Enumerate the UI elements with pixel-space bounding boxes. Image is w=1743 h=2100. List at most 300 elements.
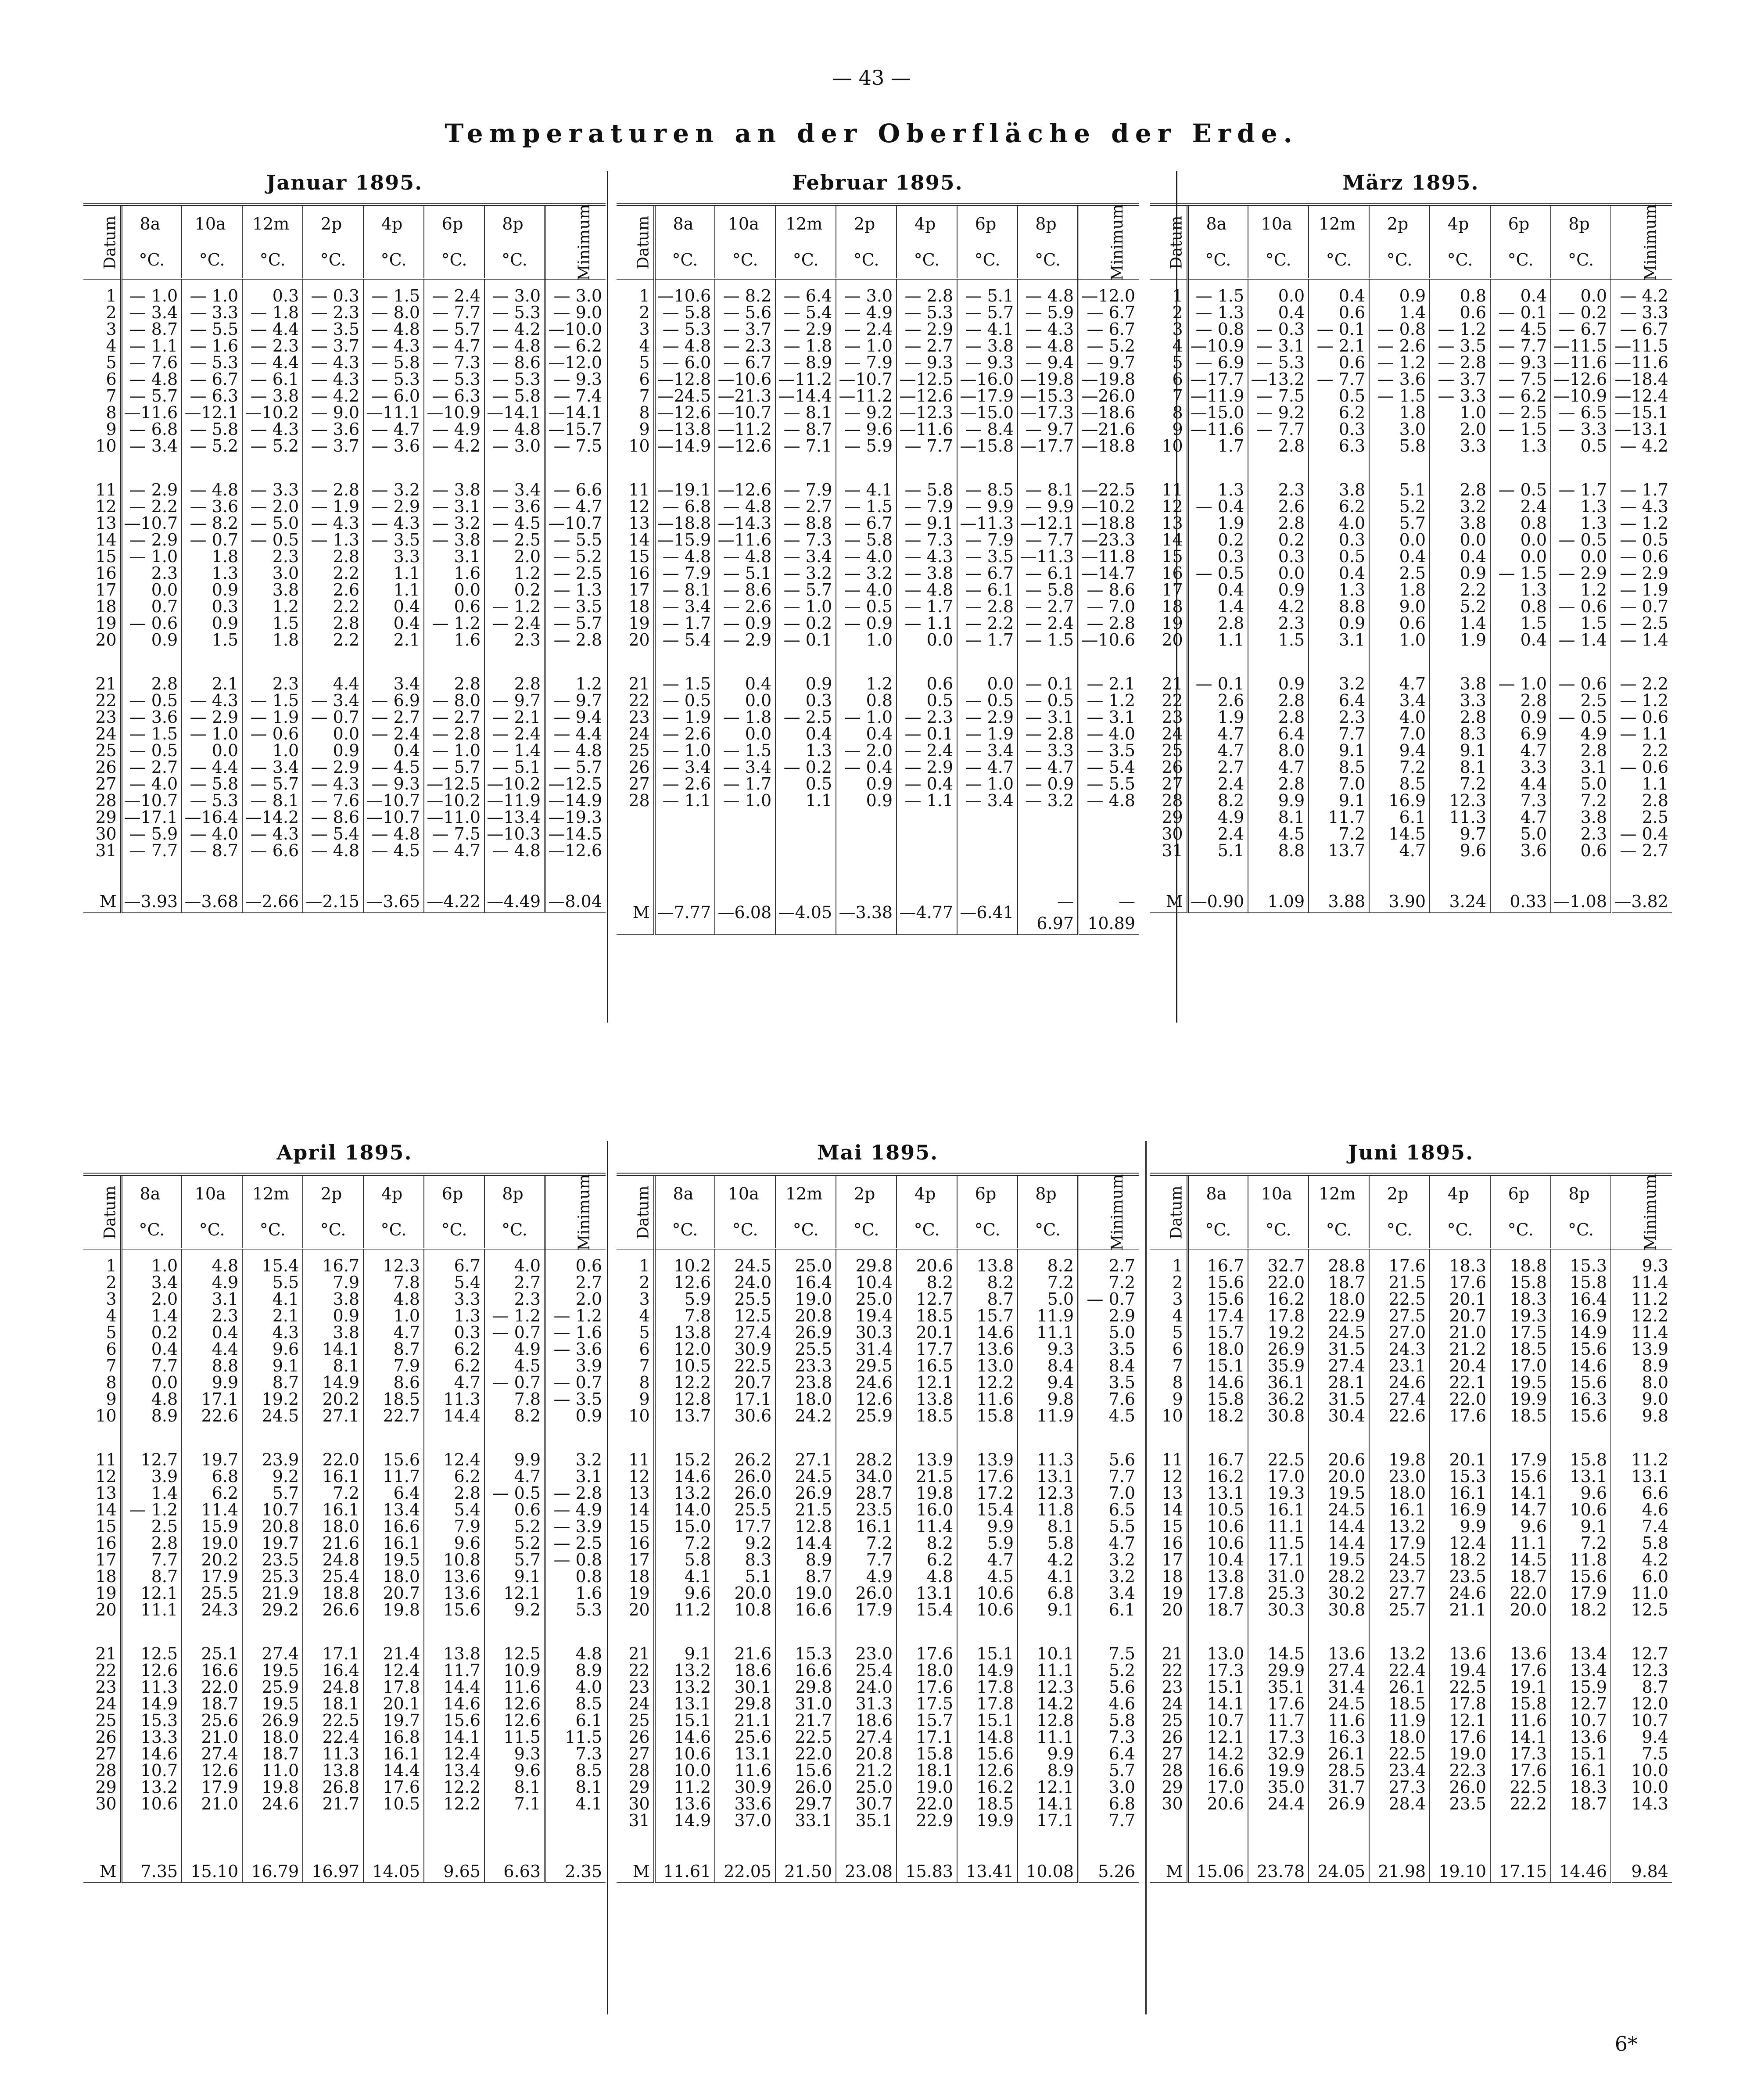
table-row <box>1150 1762 1672 1779</box>
mean-cell: —4.22 <box>424 890 484 913</box>
temperature-cell: 14.2 <box>1018 1695 1078 1712</box>
day-cell: 8 <box>617 404 654 421</box>
unit-label: °C. <box>1248 242 1309 279</box>
temperature-cell: 9.4 <box>1018 1374 1078 1391</box>
minimum-cell: 5.6 <box>1078 1451 1139 1468</box>
temperature-cell: 17.6 <box>1490 1662 1551 1679</box>
temperature-cell: —11.6 <box>1551 354 1611 371</box>
mean-cell: 19.10 <box>1430 1860 1490 1883</box>
minimum-cell: — 7.0 <box>1078 598 1139 615</box>
minimum-cell: — 6.7 <box>1611 321 1672 337</box>
temperature-cell: 5.0 <box>1551 775 1611 792</box>
temperature-cell: 18.0 <box>1369 1485 1430 1501</box>
minimum-cell: 12.5 <box>1611 1601 1672 1618</box>
temperature-cell: 16.0 <box>897 1501 957 1518</box>
minimum-cell: — 2.8 <box>545 1485 606 1501</box>
temperature-cell: — 4.7 <box>424 842 484 859</box>
temperature-cell: 24.6 <box>1369 1374 1430 1391</box>
minimum-cell: 3.5 <box>1078 1341 1139 1357</box>
mean-cell: 10.08 <box>1018 1860 1078 1883</box>
table-spacer <box>83 454 606 481</box>
temperature-cell: — 6.8 <box>654 498 715 515</box>
temperature-cell: 24.8 <box>303 1551 363 1568</box>
temperature-cell: 17.4 <box>1187 1307 1248 1324</box>
temperature-cell: 36.1 <box>1248 1374 1309 1391</box>
temperature-cell: 4.5 <box>484 1357 545 1374</box>
temperature-cell: 15.6 <box>1187 1291 1248 1307</box>
table-row <box>617 1451 1139 1468</box>
temperature-cell: 31.0 <box>1248 1568 1309 1585</box>
column-time-header: 12m <box>1309 205 1369 242</box>
day-cell: 18 <box>1150 1568 1187 1585</box>
day-cell: 22 <box>83 692 121 709</box>
day-cell: 20 <box>1150 1601 1187 1618</box>
temperature-cell: 9.2 <box>242 1468 303 1485</box>
temperature-cell: 9.6 <box>242 1341 303 1357</box>
day-cell: 7 <box>617 388 654 404</box>
temperature-cell: 0.0 <box>1551 287 1611 304</box>
mean-cell: 3.24 <box>1430 890 1490 913</box>
day-cell: 26 <box>83 1729 121 1745</box>
temperature-cell: — 2.9 <box>121 481 182 498</box>
temperature-cell: 10.8 <box>424 1551 484 1568</box>
day-cell: 17 <box>617 1551 654 1568</box>
temperature-cell: 17.6 <box>897 1645 957 1662</box>
table-row <box>1150 1662 1672 1679</box>
table-row <box>1150 709 1672 725</box>
temperature-cell: 13.6 <box>957 1341 1018 1357</box>
temperature-cell: —11.6 <box>897 421 957 438</box>
table-row <box>1150 842 1672 859</box>
temperature-cell: — 4.3 <box>303 775 363 792</box>
temperature-cell: 20.8 <box>836 1745 897 1762</box>
temperature-cell: 13.6 <box>1551 1729 1611 1745</box>
temperature-cell: 17.8 <box>957 1695 1018 1712</box>
temperature-cell: — 5.9 <box>121 826 182 842</box>
temperature-cell: 13.2 <box>654 1679 715 1695</box>
table-header-row <box>617 205 1139 242</box>
temperature-cell: 4.1 <box>242 1291 303 1307</box>
day-cell: 30 <box>1150 826 1187 842</box>
month-table-block <box>617 1132 1139 1883</box>
day-cell: 17 <box>1150 582 1187 598</box>
mean-label: M <box>83 890 121 913</box>
temperature-cell: — 0.7 <box>484 1374 545 1391</box>
unit-label: °C. <box>1248 1212 1309 1249</box>
temperature-cell: 15.6 <box>957 1745 1018 1762</box>
temperature-cell: 17.6 <box>1430 1274 1490 1291</box>
temperature-cell: 12.1 <box>897 1374 957 1391</box>
temperature-cell: 4.0 <box>1369 709 1430 725</box>
mean-cell: 0.33 <box>1490 890 1551 913</box>
table-row <box>1150 531 1672 548</box>
temperature-table <box>83 203 606 913</box>
minimum-cell: 6.1 <box>1078 1601 1139 1618</box>
temperature-cell: 12.8 <box>775 1518 836 1535</box>
table-row <box>83 1745 606 1762</box>
temperature-cell: 12.6 <box>654 1274 715 1291</box>
column-divider <box>607 1141 608 2014</box>
temperature-cell: — 2.4 <box>363 725 424 742</box>
temperature-cell: 13.1 <box>654 1695 715 1712</box>
temperature-cell: 14.6 <box>1187 1374 1248 1391</box>
temperature-cell: 16.1 <box>1369 1501 1430 1518</box>
mean-cell: 5.26 <box>1078 1860 1139 1883</box>
temperature-cell: — 7.9 <box>897 498 957 515</box>
temperature-cell: 28.2 <box>1309 1568 1369 1585</box>
temperature-cell: 0.6 <box>1551 842 1611 859</box>
temperature-cell: 2.4 <box>1187 775 1248 792</box>
temperature-cell: — 5.9 <box>836 438 897 454</box>
temperature-cell: 16.2 <box>957 1779 1018 1795</box>
temperature-cell: —19.8 <box>1018 371 1078 388</box>
temperature-cell: 6.9 <box>1490 725 1551 742</box>
mean-row <box>83 1860 606 1883</box>
temperature-cell: 16.9 <box>1430 1501 1490 1518</box>
temperature-cell: 3.3 <box>1430 438 1490 454</box>
column-time-header: 2p <box>836 205 897 242</box>
temperature-cell: — 5.1 <box>957 287 1018 304</box>
minimum-cell: 2.9 <box>1078 1307 1139 1324</box>
temperature-cell: 24.5 <box>242 1407 303 1424</box>
temperature-cell: 16.6 <box>182 1662 242 1679</box>
temperature-cell: 24.5 <box>1309 1324 1369 1341</box>
day-cell: 21 <box>1150 1645 1187 1662</box>
datum-label: Datum <box>634 1185 653 1239</box>
minimum-cell: 14.3 <box>1611 1795 1672 1812</box>
temperature-cell: 12.6 <box>182 1762 242 1779</box>
temperature-cell: 2.3 <box>242 548 303 565</box>
day-cell: 30 <box>1150 1795 1187 1812</box>
temperature-cell: 24.0 <box>836 1679 897 1695</box>
temperature-cell: 2.3 <box>121 565 182 582</box>
temperature-cell: — 6.1 <box>957 582 1018 598</box>
table-row <box>1150 725 1672 742</box>
table-row <box>1150 1695 1672 1712</box>
temperature-cell: — 8.0 <box>424 692 484 709</box>
day-cell: 8 <box>83 1374 121 1391</box>
temperature-cell: 2.4 <box>1490 498 1551 515</box>
mean-cell: —6.41 <box>957 890 1018 935</box>
day-cell: 19 <box>617 1585 654 1601</box>
temperature-cell: 4.5 <box>1248 826 1309 842</box>
temperature-cell: 8.1 <box>1248 809 1309 826</box>
temperature-cell: — 9.7 <box>484 692 545 709</box>
mean-cell: 2.35 <box>545 1860 606 1883</box>
table-row <box>1150 388 1672 404</box>
temperature-cell: 19.5 <box>1309 1485 1369 1501</box>
page-footer-mark: 6* <box>1614 2032 1638 2056</box>
temperature-cell: 7.2 <box>1309 826 1369 842</box>
temperature-cell: 25.3 <box>242 1568 303 1585</box>
day-cell: 5 <box>617 1324 654 1341</box>
day-cell: 18 <box>83 1568 121 1585</box>
temperature-cell: 25.6 <box>182 1712 242 1729</box>
temperature-cell: —12.6 <box>715 481 775 498</box>
minimum-cell: —13.1 <box>1611 421 1672 438</box>
temperature-cell: 18.5 <box>897 1307 957 1324</box>
month-table-block <box>83 162 606 913</box>
table-row <box>83 1324 606 1341</box>
temperature-cell: 15.8 <box>1187 1391 1248 1407</box>
temperature-cell: 0.2 <box>484 582 545 598</box>
temperature-cell: 13.2 <box>1369 1645 1430 1662</box>
temperature-cell: — 2.6 <box>654 725 715 742</box>
temperature-cell: 0.6 <box>1309 304 1369 321</box>
temperature-cell: 8.2 <box>897 1274 957 1291</box>
temperature-cell: 29.7 <box>775 1795 836 1812</box>
temperature-cell <box>836 826 897 842</box>
temperature-cell: 2.6 <box>1187 692 1248 709</box>
temperature-cell: —12.6 <box>654 404 715 421</box>
temperature-cell: — 5.3 <box>182 354 242 371</box>
day-cell: 15 <box>617 548 654 565</box>
minimum-cell: —18.8 <box>1078 438 1139 454</box>
temperature-cell: — 3.5 <box>1430 337 1490 354</box>
temperature-cell: 11.7 <box>424 1662 484 1679</box>
temperature-cell: — 1.1 <box>897 615 957 632</box>
temperature-cell: — 2.9 <box>121 531 182 548</box>
temperature-cell: 26.2 <box>715 1451 775 1468</box>
table-row <box>617 598 1139 615</box>
temperature-cell: 5.8 <box>1369 438 1430 454</box>
temperature-cell: 15.6 <box>775 1762 836 1779</box>
datum-label: Datum <box>1167 1185 1186 1239</box>
temperature-cell: — 3.6 <box>303 421 363 438</box>
temperature-cell: 0.4 <box>363 742 424 759</box>
temperature-cell: 13.1 <box>1551 1468 1611 1485</box>
temperature-cell: — 3.4 <box>242 759 303 775</box>
temperature-cell: 14.4 <box>1309 1535 1369 1551</box>
temperature-cell: 11.3 <box>1430 809 1490 826</box>
temperature-cell: 10.5 <box>363 1795 424 1812</box>
temperature-cell: — 2.8 <box>1430 354 1490 371</box>
table-row <box>617 709 1139 725</box>
day-cell: 11 <box>1150 1451 1187 1468</box>
temperature-cell: — 7.5 <box>424 826 484 842</box>
temperature-cell: 25.4 <box>836 1662 897 1679</box>
table-row <box>83 1695 606 1712</box>
unit-label: °C. <box>242 242 303 279</box>
temperature-cell: — 5.3 <box>897 304 957 321</box>
temperature-cell: 22.0 <box>897 1795 957 1812</box>
temperature-cell: — 6.7 <box>957 565 1018 582</box>
temperature-cell: 3.1 <box>1551 759 1611 775</box>
temperature-cell: — 1.9 <box>242 709 303 725</box>
temperature-cell: 0.0 <box>1551 548 1611 565</box>
temperature-cell: 15.1 <box>654 1712 715 1729</box>
temperature-cell: — 3.4 <box>121 438 182 454</box>
temperature-cell: 4.7 <box>1369 675 1430 692</box>
temperature-cell: 22.9 <box>1309 1307 1369 1324</box>
minimum-cell: 11.2 <box>1611 1291 1672 1307</box>
temperature-cell: 0.6 <box>484 1501 545 1518</box>
temperature-cell: 4.7 <box>1490 742 1551 759</box>
temperature-cell: 3.4 <box>121 1274 182 1291</box>
column-time-header: 8p <box>1018 205 1078 242</box>
temperature-cell: 20.6 <box>1309 1451 1369 1468</box>
temperature-cell: — 2.0 <box>836 742 897 759</box>
temperature-cell: —11.5 <box>1551 337 1611 354</box>
temperature-cell: — 1.5 <box>715 742 775 759</box>
temperature-cell: 16.4 <box>775 1274 836 1291</box>
table-row <box>617 775 1139 792</box>
temperature-cell: 18.3 <box>1430 1257 1490 1274</box>
temperature-cell: 2.8 <box>1248 709 1309 725</box>
temperature-cell: 3.1 <box>424 548 484 565</box>
temperature-cell: 6.4 <box>1248 725 1309 742</box>
temperature-cell: 5.1 <box>1187 842 1248 859</box>
temperature-cell: 20.0 <box>1490 1601 1551 1618</box>
temperature-cell: 17.7 <box>897 1341 957 1357</box>
mean-cell: —0.90 <box>1187 890 1248 913</box>
temperature-cell: 9.6 <box>484 1762 545 1779</box>
temperature-cell: 12.2 <box>654 1374 715 1391</box>
temperature-cell: 8.7 <box>957 1291 1018 1307</box>
minimum-cell: — 4.9 <box>545 1501 606 1518</box>
temperature-cell: 16.6 <box>363 1518 424 1535</box>
table-spacer <box>1150 454 1672 481</box>
day-cell: 29 <box>83 809 121 826</box>
minimum-header <box>1078 1174 1139 1249</box>
temperature-cell: — 4.4 <box>182 759 242 775</box>
temperature-cell: 18.0 <box>1187 1341 1248 1357</box>
temperature-cell: —12.6 <box>715 438 775 454</box>
temperature-cell: —12.1 <box>182 404 242 421</box>
temperature-cell: — 6.9 <box>363 692 424 709</box>
unit-label: °C. <box>654 1212 715 1249</box>
temperature-cell: 17.3 <box>1248 1729 1309 1745</box>
temperature-cell: 11.2 <box>654 1779 715 1795</box>
temperature-cell: —11.6 <box>1187 421 1248 438</box>
temperature-cell: 1.4 <box>1187 598 1248 615</box>
temperature-cell: 13.6 <box>1309 1645 1369 1662</box>
temperature-cell: — 1.4 <box>1551 632 1611 648</box>
unit-label: °C. <box>1018 1212 1078 1249</box>
table-row <box>617 1391 1139 1407</box>
minimum-cell: 3.2 <box>1078 1551 1139 1568</box>
day-cell: 19 <box>617 615 654 632</box>
temperature-cell <box>957 809 1018 826</box>
temperature-cell: 11.5 <box>484 1729 545 1745</box>
temperature-cell: 14.1 <box>1490 1729 1551 1745</box>
minimum-cell: 6.1 <box>545 1712 606 1729</box>
temperature-cell: 7.8 <box>484 1391 545 1407</box>
temperature-cell: — 6.7 <box>836 515 897 531</box>
temperature-cell: 10.6 <box>654 1745 715 1762</box>
temperature-cell: 16.6 <box>775 1662 836 1679</box>
temperature-cell: —12.1 <box>1018 515 1078 531</box>
temperature-cell: 12.3 <box>1018 1485 1078 1501</box>
day-cell: 16 <box>1150 565 1187 582</box>
temperature-cell: — 0.1 <box>897 725 957 742</box>
minimum-cell: 8.7 <box>1611 1679 1672 1695</box>
temperature-cell: — 2.8 <box>303 481 363 498</box>
temperature-cell: 30.6 <box>715 1407 775 1424</box>
day-cell: 13 <box>83 1485 121 1501</box>
temperature-cell: 2.5 <box>121 1518 182 1535</box>
temperature-cell: — 0.6 <box>242 725 303 742</box>
table-row <box>617 1324 1139 1341</box>
temperature-cell: 35.0 <box>1248 1779 1309 1795</box>
temperature-cell: — 9.9 <box>1018 498 1078 515</box>
temperature-cell: — 4.8 <box>182 481 242 498</box>
table-row <box>83 1407 606 1424</box>
temperature-cell: 17.7 <box>715 1518 775 1535</box>
temperature-cell: 14.6 <box>654 1468 715 1485</box>
temperature-cell: 26.9 <box>775 1485 836 1501</box>
day-cell: 2 <box>83 1274 121 1291</box>
day-cell: 28 <box>617 792 654 809</box>
day-cell: 10 <box>83 1407 121 1424</box>
unit-label: °C. <box>484 1212 545 1249</box>
temperature-cell: 18.7 <box>1187 1601 1248 1618</box>
temperature-cell: — 4.8 <box>1018 287 1078 304</box>
minimum-cell: 13.1 <box>1611 1468 1672 1485</box>
temperature-cell: 7.0 <box>1369 725 1430 742</box>
table-row <box>617 548 1139 565</box>
table-spacer <box>83 1618 606 1645</box>
minimum-cell: — 2.8 <box>1078 615 1139 632</box>
day-cell: 5 <box>1150 354 1187 371</box>
table-row <box>617 809 1139 826</box>
temperature-cell: 17.3 <box>1490 1745 1551 1762</box>
temperature-cell: 20.6 <box>1187 1795 1248 1812</box>
temperature-cell: — 2.5 <box>484 531 545 548</box>
temperature-cell: — 2.8 <box>424 725 484 742</box>
temperature-cell: 25.9 <box>242 1679 303 1695</box>
minimum-cell: —10.6 <box>1078 632 1139 648</box>
temperature-cell: 19.7 <box>182 1451 242 1468</box>
temperature-cell: 2.8 <box>121 1535 182 1551</box>
temperature-cell: 0.4 <box>363 598 424 615</box>
temperature-cell: 8.6 <box>363 1374 424 1391</box>
day-cell <box>617 842 654 859</box>
temperature-cell: 0.8 <box>1490 598 1551 615</box>
table-row <box>83 742 606 759</box>
temperature-cell <box>303 1812 363 1829</box>
table-row <box>617 1485 1139 1501</box>
table-row <box>83 1551 606 1568</box>
temperature-cell: 1.3 <box>424 1307 484 1324</box>
temperature-cell: 30.2 <box>1309 1585 1369 1601</box>
minimum-cell: — 2.1 <box>1078 675 1139 692</box>
temperature-cell: 15.1 <box>957 1645 1018 1662</box>
temperature-cell: — 1.2 <box>121 1501 182 1518</box>
temperature-cell: 26.9 <box>1309 1795 1369 1812</box>
table-row <box>617 304 1139 321</box>
table-spacer <box>1150 1618 1672 1645</box>
minimum-cell: 2.7 <box>545 1274 606 1291</box>
temperature-cell: — 7.3 <box>897 531 957 548</box>
temperature-cell: 24.8 <box>303 1679 363 1695</box>
month-title: Januar 1895. <box>266 171 423 194</box>
temperature-cell: 6.2 <box>424 1468 484 1485</box>
day-cell: 27 <box>617 775 654 792</box>
temperature-cell: 1.3 <box>1551 515 1611 531</box>
temperature-cell: 3.3 <box>1430 692 1490 709</box>
temperature-table <box>1150 203 1672 913</box>
temperature-cell: 10.4 <box>836 1274 897 1291</box>
day-cell: 13 <box>1150 1485 1187 1501</box>
temperature-cell: 22.5 <box>1430 1679 1490 1695</box>
temperature-cell <box>836 809 897 826</box>
minimum-cell: 10.0 <box>1611 1779 1672 1795</box>
temperature-cell: — 3.2 <box>363 481 424 498</box>
minimum-cell: —10.7 <box>545 515 606 531</box>
temperature-cell: — 8.6 <box>303 809 363 826</box>
temperature-cell: 27.1 <box>303 1407 363 1424</box>
